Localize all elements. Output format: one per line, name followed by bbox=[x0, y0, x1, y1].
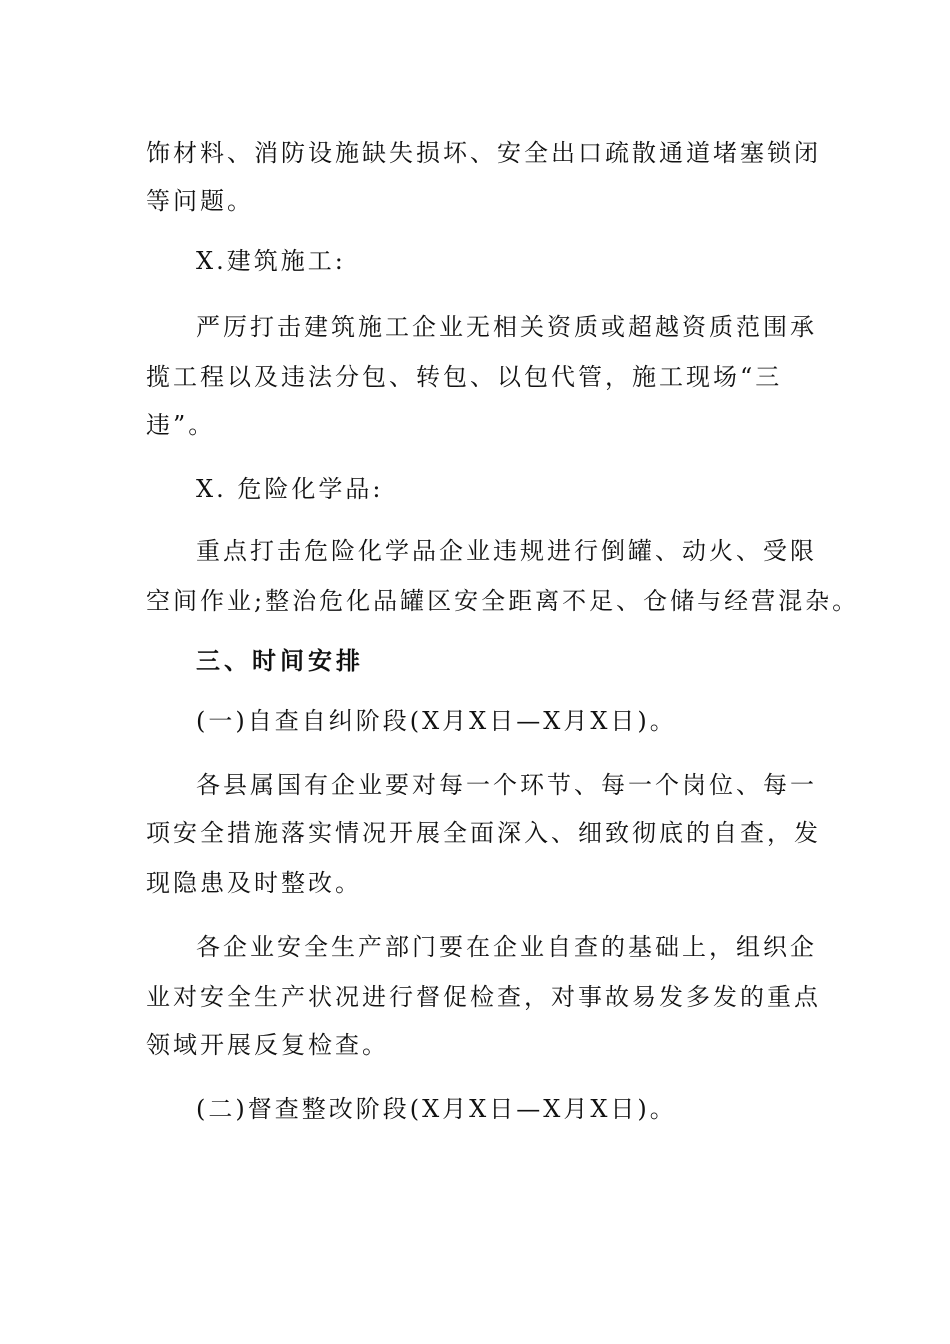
body-line: 项安全措施落实情况开展全面深入、细致彻底的自查，发 bbox=[146, 819, 821, 847]
phase-heading-inspection: (二)督查整改阶段(X月X日—X月X日)。 bbox=[196, 1095, 677, 1123]
body-line: 违”。 bbox=[146, 411, 216, 439]
body-line: 各企业安全生产部门要在企业自查的基础上，组织企 bbox=[196, 933, 817, 961]
body-line: 现隐患及时整改。 bbox=[146, 869, 362, 897]
body-line: 业对安全生产状况进行督促检查，对事故易发多发的重点 bbox=[146, 983, 821, 1011]
body-line: 等问题。 bbox=[146, 187, 254, 215]
body-line: 空间作业;整治危化品罐区安全距离不足、仓储与经营混杂。 bbox=[146, 587, 860, 615]
body-line: 领域开展反复检查。 bbox=[146, 1031, 389, 1059]
section-heading-hazardous-chemicals: X. 危险化学品: bbox=[196, 475, 384, 503]
body-line: 各县属国有企业要对每一个环节、每一个岗位、每一 bbox=[196, 771, 817, 799]
phase-heading-self-check: (一)自查自纠阶段(X月X日—X月X日)。 bbox=[196, 707, 677, 735]
section-heading-construction: X.建筑施工: bbox=[196, 247, 346, 275]
body-line: 饰材料、消防设施缺失损坏、安全出口疏散通道堵塞锁闭 bbox=[146, 139, 821, 167]
body-line: 重点打击危险化学品企业违规进行倒罐、动火、受限 bbox=[196, 537, 817, 565]
body-line: 揽工程以及违法分包、转包、以包代管，施工现场“三 bbox=[146, 363, 783, 391]
section-title-schedule: 三、时间安排 bbox=[196, 646, 364, 675]
body-line: 严厉打击建筑施工企业无相关资质或超越资质范围承 bbox=[196, 313, 817, 341]
